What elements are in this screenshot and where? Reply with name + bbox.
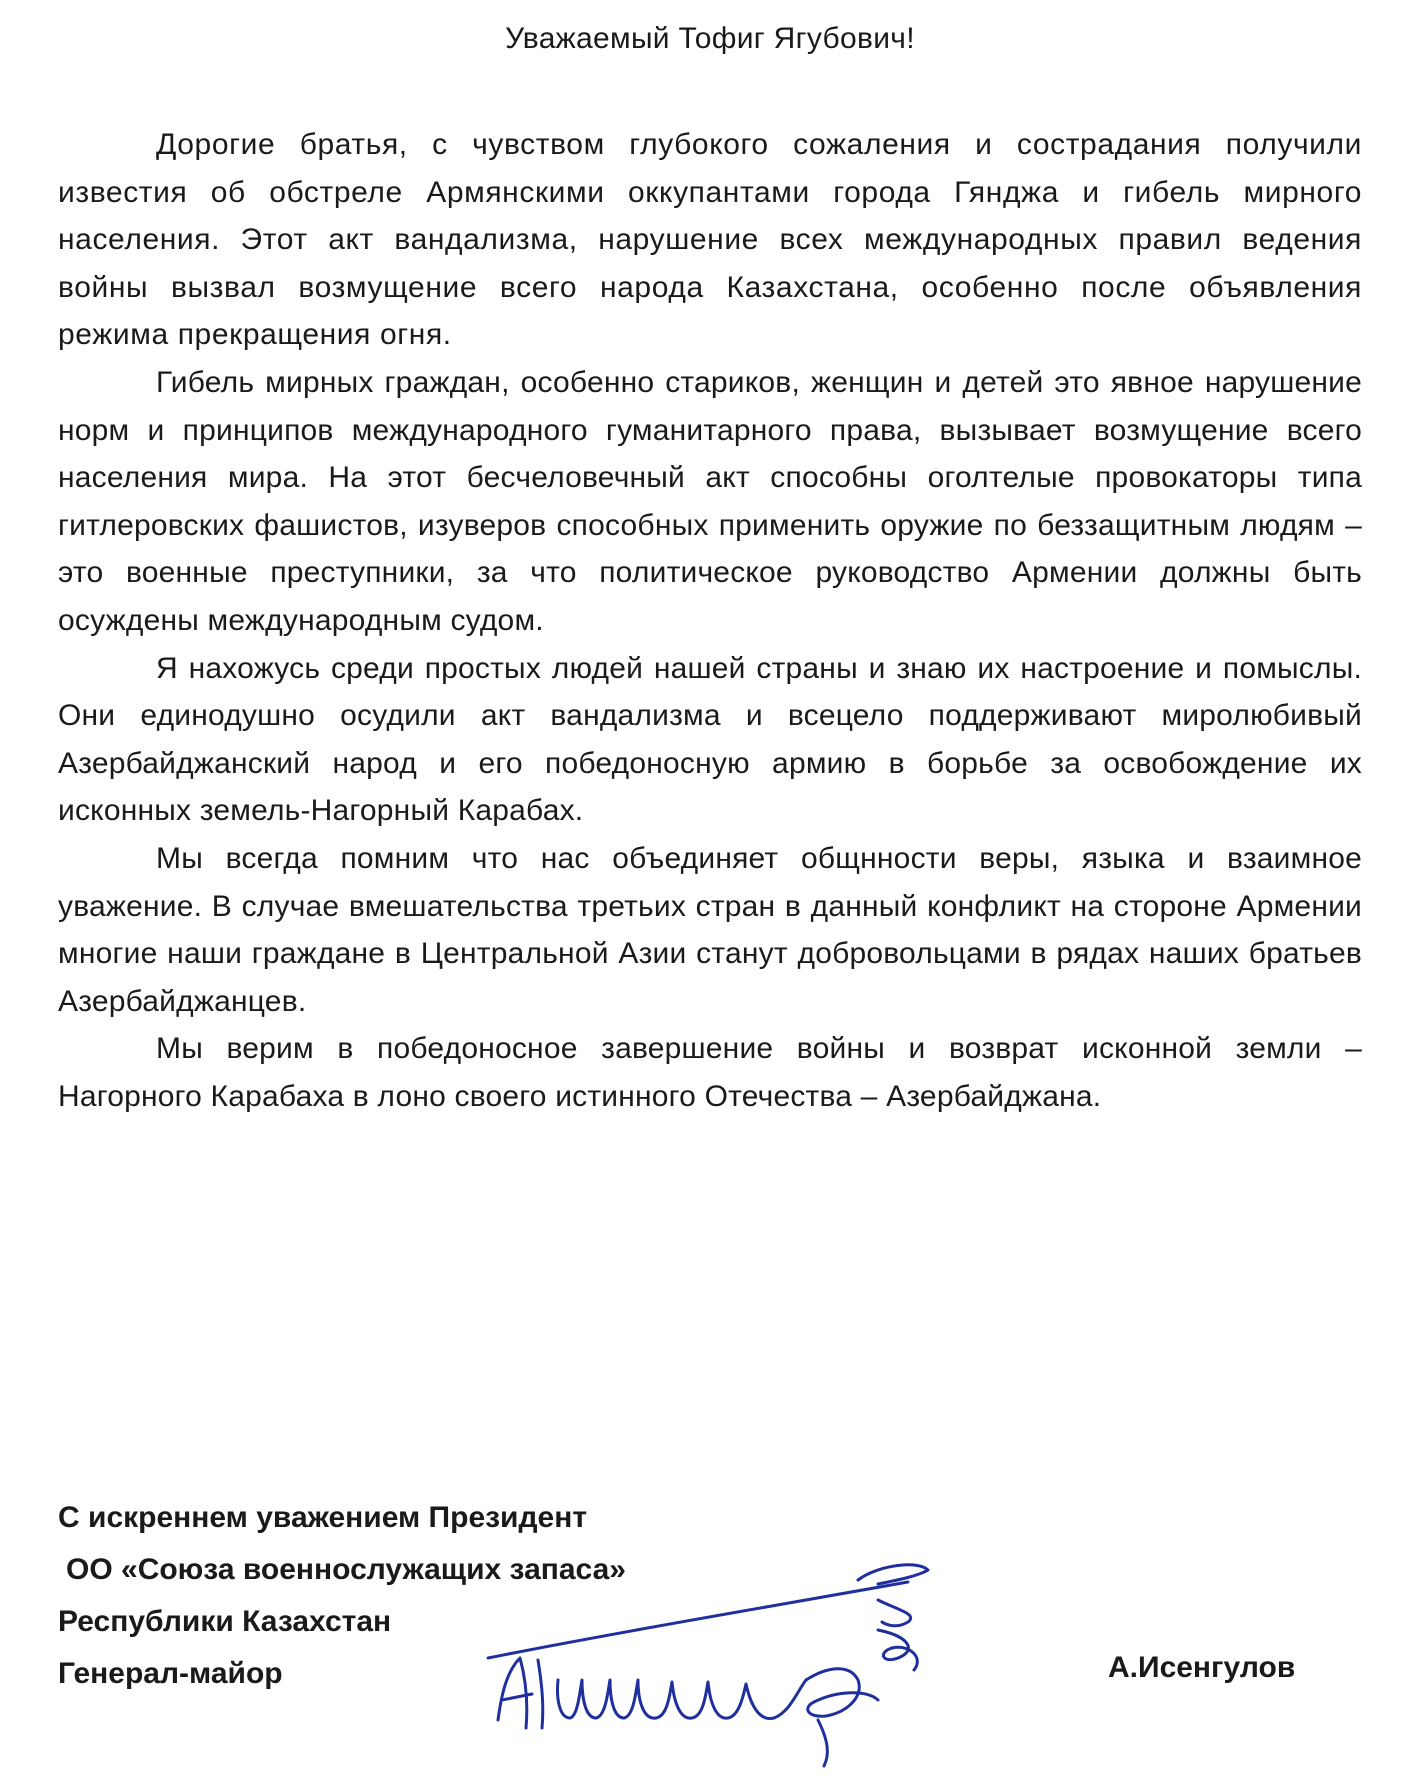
paragraph-3: Я нахожусь среди простых людей нашей страны и знаю их настроение и помыслы. Они единодушно осудили акт вандализма и всецело поддерживают миролюбивый Азербайджанский народ и его победоносную армию в борьбе за освобождение их исконных земель-Нагорный Карабах. (58, 651, 1362, 828)
closing-line-country: Республики Казахстан (58, 1605, 392, 1638)
paragraph-4: Мы всегда помним что нас объединяет общнности веры, языка и взаимное уважение. В случае вмешательства третьих стран в данный конфликт на стороне Армении многие наши граждане в Центральной Азии станут добровольцами в рядах наших братьев Азербайджанцев. (58, 841, 1362, 1018)
letter-body (58, 121, 1362, 1120)
closing-line-organization: ОО «Союза военнослужащих запаса» (66, 1553, 626, 1586)
signer-name: А.Исенгулов (1108, 1651, 1296, 1684)
letter (58, 0, 1362, 1791)
handwritten-signature (478, 1540, 998, 1770)
paragraph-1: Дорогие братья, с чувством глубокого сожаления и сострадания получили известия об обстреле Армянскими оккупантами города Гянджа и гибель мирного населения. Этот акт вандализма, нарушение всех международных правил ведения войны вызвал возмущение всего народа Казахстана, особенно после объявления режима прекращения огня. (58, 128, 1362, 352)
closing-line-regards: С искреннем уважением Президент (58, 1501, 588, 1534)
salutation: Уважаемый Тофиг Ягубович! (505, 22, 915, 55)
paragraph-2: Гибель мирных граждан, особенно стариков, женщин и детей это явное нарушение норм и принципов международного гуманитарного права, вызывает возмущение всего населения мира. На этот бесчеловечный акт способны оголтелые провокаторы типа гитлеровских фашистов, изуверов способных применить оружие по беззащитным людям – это военные преступники, за что политическое руководство Армении должны быть осуждены международным судом. (58, 365, 1362, 637)
closing-line-rank: Генерал-майор (58, 1657, 283, 1690)
paragraph-5: Мы верим в победоносное завершение войны и возврат исконной земли – Нагорного Карабаха в лоно своего истинного Отечества – Азербайджана. (58, 1032, 1362, 1113)
